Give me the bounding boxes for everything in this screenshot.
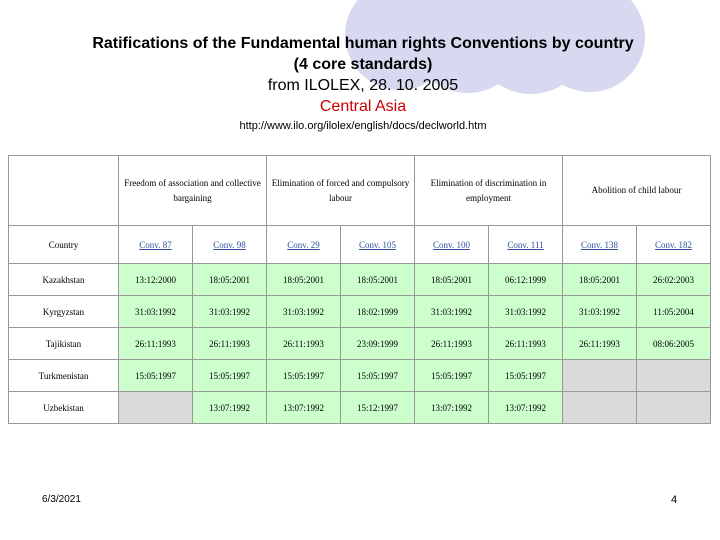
group-header-association: Freedom of association and collective bargaining (119, 156, 267, 226)
title-line-1: Ratifications of the Fundamental human rights Conventions by country (92, 35, 634, 52)
ratification-date: 31:03:1992 (415, 296, 489, 328)
group-header-discrimination: Elimination of discrimination in employment (415, 156, 563, 226)
ratification-date: 13:07:1992 (415, 392, 489, 424)
ratification-date: 11:05:2004 (637, 296, 711, 328)
group-header-forced-labour: Elimination of forced and compulsory labour (267, 156, 415, 226)
convention-link[interactable]: Conv. 182 (637, 226, 711, 264)
ratification-date (119, 392, 193, 424)
ratification-date: 23:09:1999 (341, 328, 415, 360)
source-line: from ILOLEX, 28. 10. 2005 (267, 77, 459, 94)
table-row (9, 264, 711, 296)
ratification-date: 15:05:1997 (489, 360, 563, 392)
country-name: Turkmenistan (9, 360, 119, 392)
ratification-date: 18:05:2001 (415, 264, 489, 296)
ratification-date: 26:11:1993 (415, 328, 489, 360)
ratification-date: 15:05:1997 (267, 360, 341, 392)
ratification-date: 06:12:1999 (489, 264, 563, 296)
ratification-date: 13:07:1992 (193, 392, 267, 424)
ratification-date: 31:03:1992 (119, 296, 193, 328)
page-number: 4 (671, 494, 678, 506)
ratification-date: 13:12:2000 (119, 264, 193, 296)
ratification-date (637, 392, 711, 424)
table-row (9, 360, 711, 392)
ratification-date: 26:02:2003 (637, 264, 711, 296)
ratification-date: 26:11:1993 (267, 328, 341, 360)
group-header-child-labour: Abolition of child labour (563, 156, 711, 226)
country-name: Uzbekistan (9, 392, 119, 424)
country-name: Tajikistan (9, 328, 119, 360)
source-url[interactable]: http://www.ilo.org/ilolex/english/docs/declworld.htm (239, 120, 487, 132)
ratifications-table (8, 155, 711, 424)
ratification-date: 31:03:1992 (489, 296, 563, 328)
convention-link[interactable]: Conv. 105 (341, 226, 415, 264)
footer-date: 6/3/2021 (42, 494, 81, 505)
convention-link[interactable]: Conv. 87 (119, 226, 193, 264)
ratification-date: 31:03:1992 (267, 296, 341, 328)
ratification-date: 18:05:2001 (193, 264, 267, 296)
ratification-date (637, 360, 711, 392)
convention-header-row (9, 226, 711, 264)
ratification-date: 08:06:2005 (637, 328, 711, 360)
convention-link[interactable]: Conv. 100 (415, 226, 489, 264)
convention-link[interactable]: Conv. 138 (563, 226, 637, 264)
ratification-date: 18:02:1999 (341, 296, 415, 328)
region-label: Central Asia (319, 98, 407, 115)
ratification-date: 31:03:1992 (193, 296, 267, 328)
ratification-date: 15:05:1997 (341, 360, 415, 392)
ratification-date: 13:07:1992 (267, 392, 341, 424)
ratification-date (563, 360, 637, 392)
ratification-date: 26:11:1993 (119, 328, 193, 360)
group-header-row (9, 156, 711, 226)
ratification-date: 15:12:1997 (341, 392, 415, 424)
country-header: Country (9, 226, 119, 264)
slide-title (0, 33, 720, 117)
ratification-date: 13:07:1992 (489, 392, 563, 424)
convention-link[interactable]: Conv. 29 (267, 226, 341, 264)
ratification-date: 15:05:1997 (415, 360, 489, 392)
ratification-date: 26:11:1993 (489, 328, 563, 360)
ratification-date: 15:05:1997 (119, 360, 193, 392)
table-row (9, 328, 711, 360)
table-row (9, 392, 711, 424)
ratification-date: 31:03:1992 (563, 296, 637, 328)
ratification-date: 18:05:2001 (267, 264, 341, 296)
title-line-2: (4 core standards) (293, 56, 433, 73)
corner-cell (9, 156, 119, 226)
ratification-date: 18:05:2001 (563, 264, 637, 296)
country-name: Kyrgyzstan (9, 296, 119, 328)
ratification-date: 18:05:2001 (341, 264, 415, 296)
ratification-date: 26:11:1993 (563, 328, 637, 360)
ratification-date: 26:11:1993 (193, 328, 267, 360)
convention-link[interactable]: Conv. 98 (193, 226, 267, 264)
country-name: Kazakhstan (9, 264, 119, 296)
convention-link[interactable]: Conv. 111 (489, 226, 563, 264)
ratification-date: 15:05:1997 (193, 360, 267, 392)
ratification-date (563, 392, 637, 424)
table-row (9, 296, 711, 328)
